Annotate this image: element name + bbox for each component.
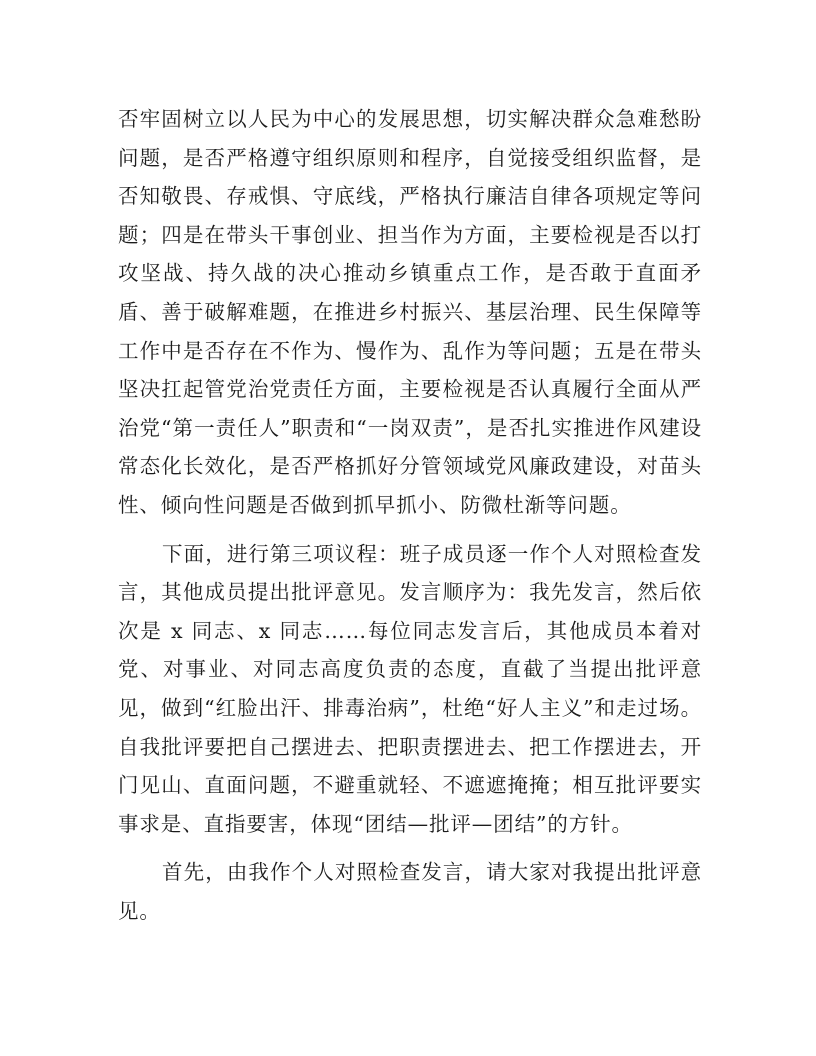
paragraph-inspection-items: 否牢固树立以人民为中心的发展思想，切实解决群众急难愁盼问题，是否严格遵守组织原则和程序，自觉接受组织监督，是否知敬畏、存戒惧、守底线，严格执行廉洁自律各项规定等问题；四是在带头干事创业、担当作为方面，主要检视是否以打攻坚战、持久战的决心推动乡镇重点工作，是否敢于直面矛盾、善于破解难题，在推进乡村振兴、基层治理、民生保障等工作中是否存在不作为、慢作为、乱作为等问题；五是在带头坚决扛起管党治党责任方面，主要检视是否认真履行全面从严治党“第一责任人”职责和“一岗双责”，是否扎实推进作风建设常态化长效化，是否严格抓好分管领域党风廉政建设，对苗头性、倾向性问题是否做到抓早抓小、防微杜渐等问题。 [118,107,702,517]
paragraph-first-speech: 首先，由我作个人对照检查发言，请大家对我提出批评意见。 [118,860,702,923]
paragraph-third-agenda: 下面，进行第三项议程：班子成员逐一作个人对照检查发言，其他成员提出批评意见。发言顺序为：我先发言，然后依次是 x 同志、x 同志……每位同志发言后，其他成员本着对党、对事业、对同志高度负责的态度，直截了当提出批评意见，做到“红脸出汗、排毒治病”，杜绝“好人主义”和走过场。自我批评要把自己摆进去、把职责摆进去、把工作摆进去，开门见山、直面问题，不避重就轻、不遮遮掩掩；相互批评要实事求是、直指要害，体现“团结—批评—团结”的方针。 [118,541,702,836]
paragraph-gap [118,843,702,853]
paragraph-gap [118,525,702,535]
document-body [118,100,702,930]
